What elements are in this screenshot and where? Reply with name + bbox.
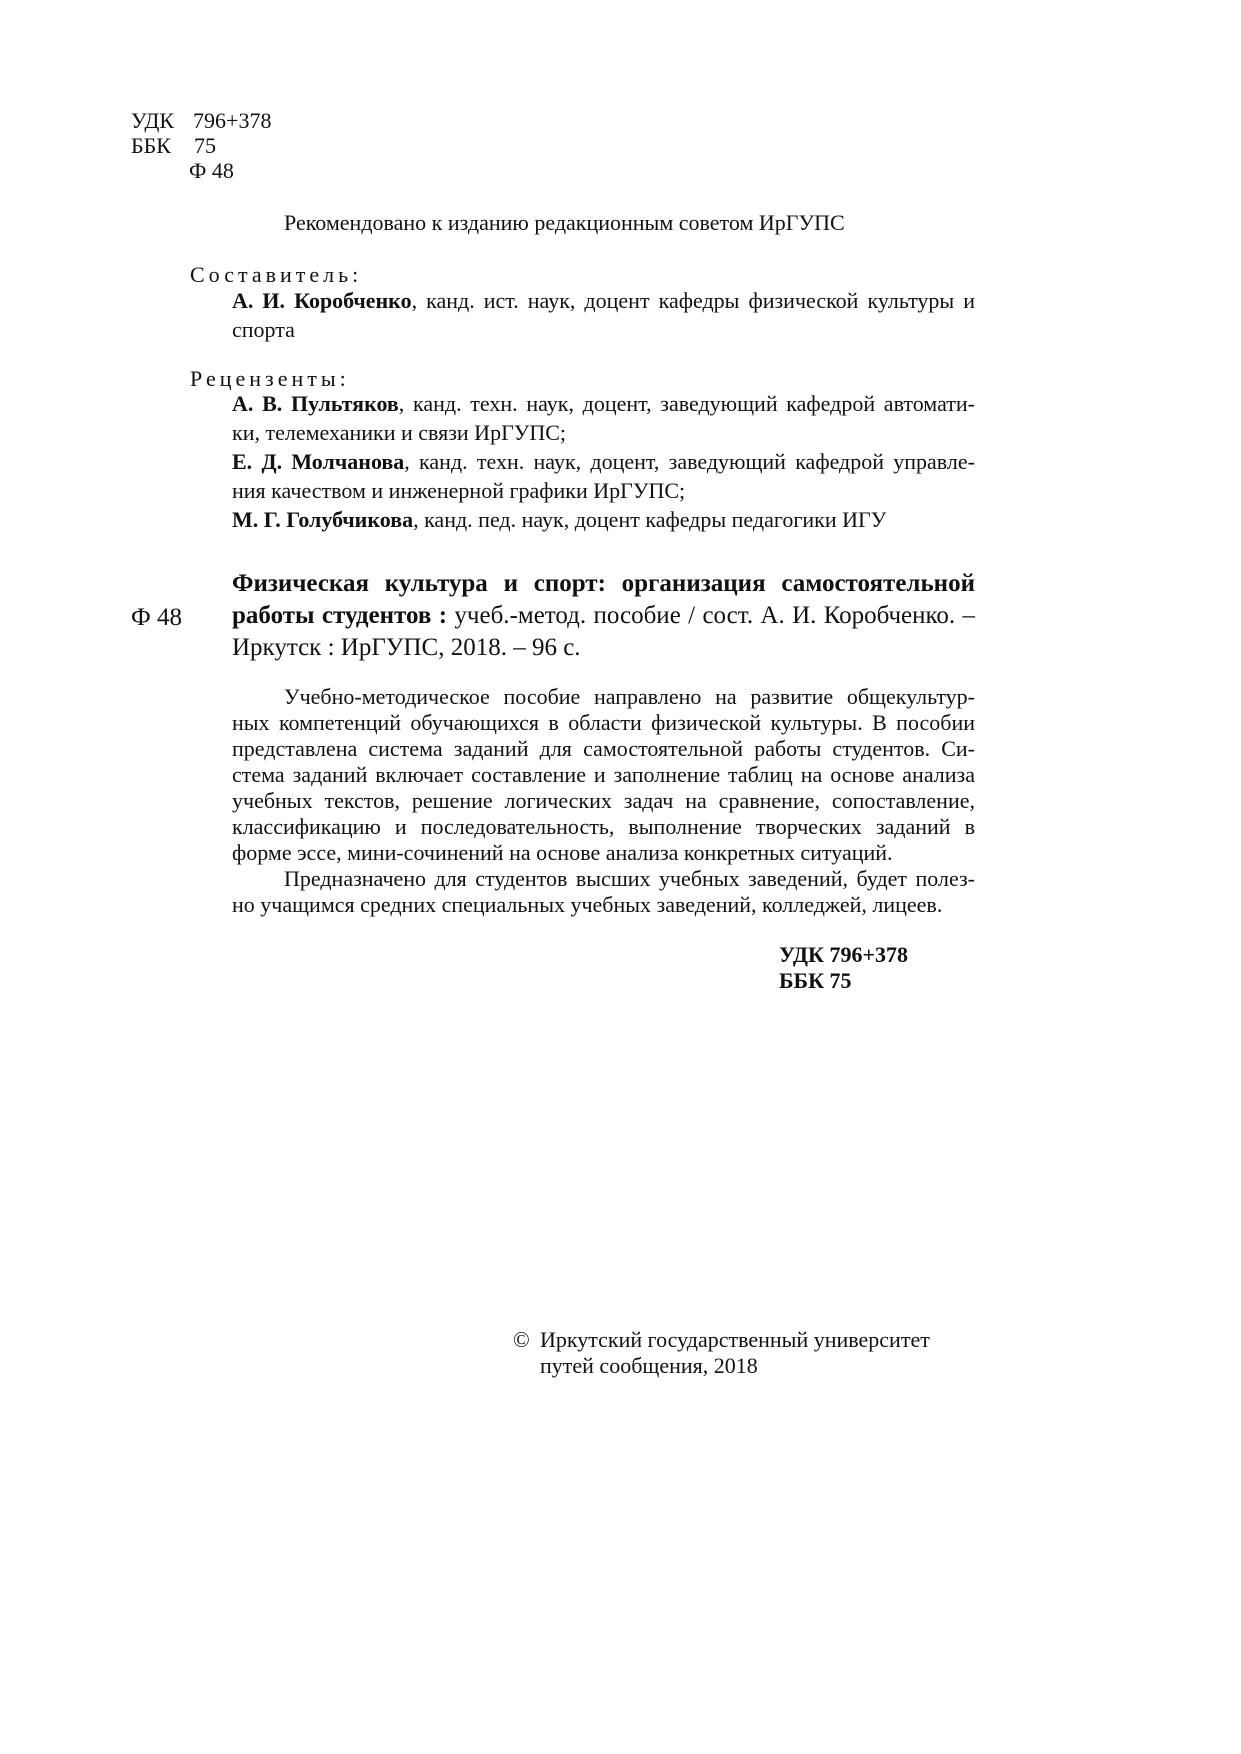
abstract-line: Предназначено для студентов высших учебных заведений, будет полез-	[284, 866, 975, 891]
copyright-line-1: Иркутский государственный университет	[540, 1327, 930, 1352]
bib-title-line-2: работы студентов :	[232, 602, 448, 629]
bib-mark: Ф 48	[131, 604, 183, 631]
compiler-entry	[232, 286, 975, 344]
reviewer-1-line-1: А. В. Пультяков, канд. техн. наук, доцент, заведующий кафедрой автомати-	[232, 391, 975, 416]
abstract-line: Учебно-методическое пособие направлено на развитие общекультур-	[284, 684, 975, 709]
abstract-line: стема заданий включает составление и заполнение таблиц на основе анализа	[232, 762, 975, 787]
compiler-line-1: А. И. Коробченко, канд. ист. наук, доцент кафедры физической культуры и	[232, 288, 975, 313]
abstract-line: учебных текстов, решение логических задач на сравнение, сопоставление,	[232, 788, 975, 813]
reviewer-2-line-1: Е. Д. Молчанова, канд. техн. наук, доцент, заведующий кафедрой управле-	[232, 449, 975, 474]
compiler-line-2: спорта	[232, 317, 295, 342]
abstract-line: форме эссе, мини-сочинений на основе анализа конкретных ситуаций.	[232, 840, 893, 865]
bib-line-2: работы студентов : учеб.-метод. пособие / сост. А. И. Коробченко. –	[232, 602, 975, 629]
bottom-udk: УДК 796+378	[779, 942, 909, 967]
abstract-line: классификацию и последовательность, выполнение творческих заданий в	[232, 814, 975, 839]
reviewer-3-name: М. Г. Голубчикова	[232, 507, 414, 532]
compiler-name: А. И. Коробченко	[232, 288, 412, 313]
abstract	[232, 684, 975, 918]
author-mark: Ф 48	[189, 158, 234, 183]
recommendation: Рекомендовано к изданию редакционным советом ИрГУПС	[284, 210, 845, 235]
abstract-line: ных компетенций обучающихся в области физической культуры. В пособии	[232, 710, 975, 735]
reviewer-1-line-2: ки, телемеханики и связи ИрГУПС;	[232, 420, 567, 445]
compiler-heading: Составитель:	[190, 262, 363, 287]
abstract-line: представлена система заданий для самостоятельной работы студентов. Си-	[232, 736, 975, 761]
reviewers-heading: Рецензенты:	[190, 366, 350, 391]
reviewers-list	[232, 389, 975, 534]
copyright-symbol: ©	[513, 1327, 530, 1352]
abstract-paragraph-2	[232, 866, 975, 918]
reviewer-1-name: А. В. Пультяков	[232, 391, 399, 416]
bottom-bbk: ББК 75	[779, 968, 852, 993]
bib-title-line-1: Физическая культура и спорт: организация самостоятельной	[232, 570, 975, 597]
abstract-paragraph-1	[232, 684, 975, 866]
reviewer-3-line-1: М. Г. Голубчикова, канд. пед. наук, доцент кафедры педагогики ИГУ	[232, 507, 887, 532]
bbk-label: ББК	[131, 133, 171, 158]
bbk-value: 75	[193, 133, 216, 158]
reviewer-2-line-2: ния качеством и инженерной графики ИрГУПС;	[232, 478, 686, 503]
udk-value: 796+378	[193, 108, 272, 133]
abstract-line: но учащимся средних специальных учебных заведений, колледжей, лицеев.	[232, 892, 943, 917]
bib-entry	[232, 568, 975, 664]
reviewer-2-name: Е. Д. Молчанова	[232, 449, 405, 474]
copyright-line-2: путей сообщения, 2018	[540, 1353, 758, 1378]
bib-line-3: Иркутск : ИрГУПС, 2018. – 96 с.	[232, 634, 581, 661]
udk-label: УДК	[131, 108, 175, 133]
